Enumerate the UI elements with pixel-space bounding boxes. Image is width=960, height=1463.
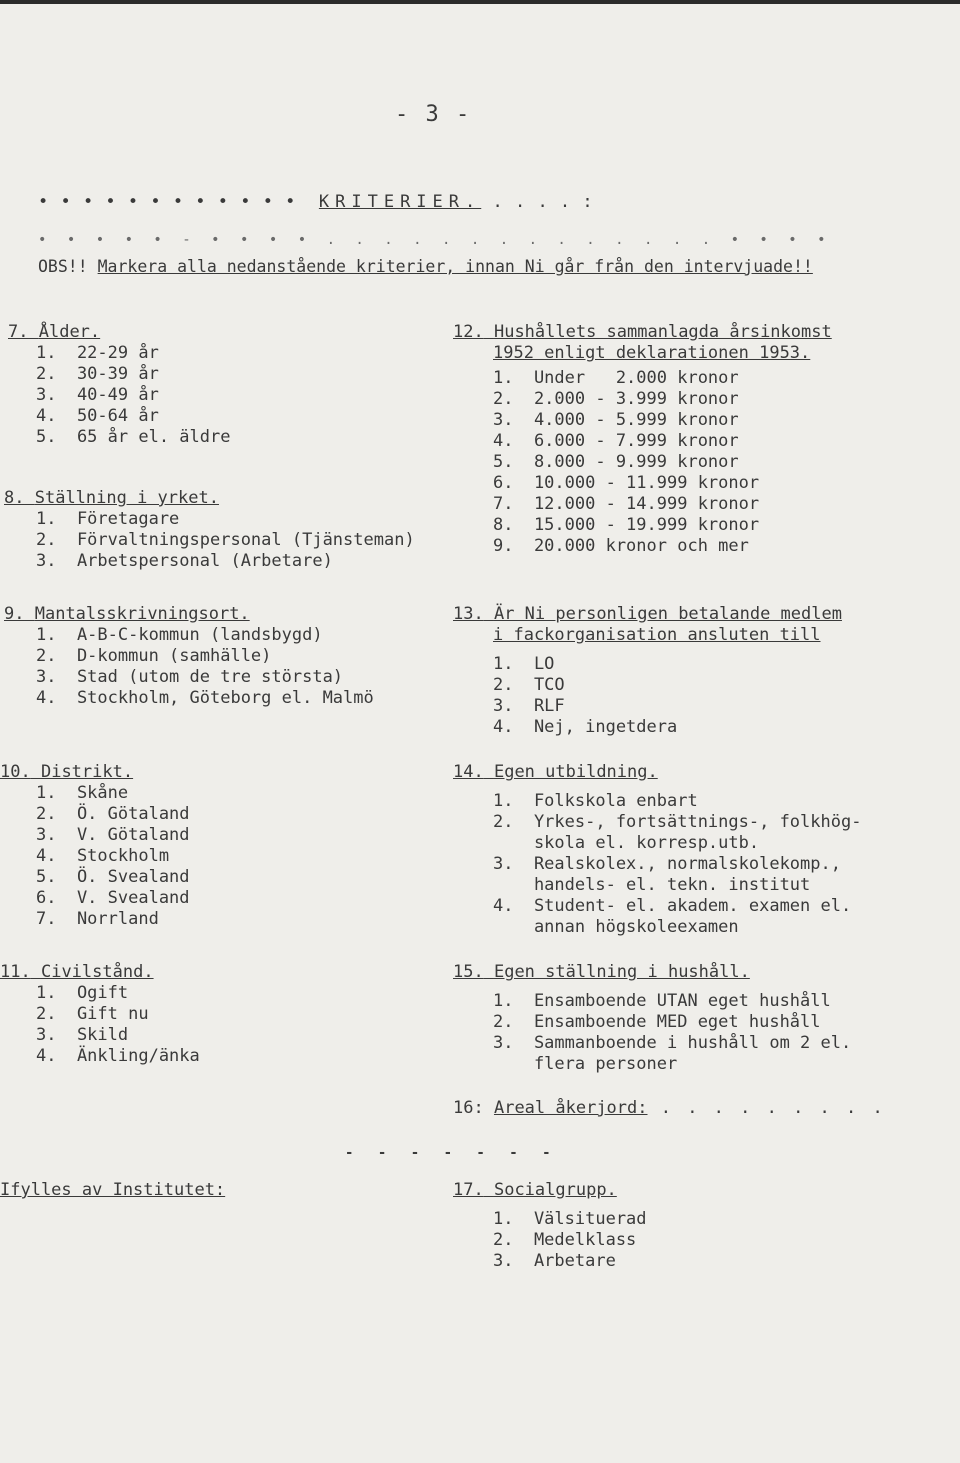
- option-9-1: 1. A-B-C-kommun (landsbygd): [36, 625, 323, 645]
- option-15-2: 2. Ensamboende MED eget hushåll: [493, 1012, 821, 1032]
- section-10-title: Distrikt.: [40, 762, 134, 782]
- option-12-9: 9. 20.000 kronor och mer: [493, 536, 749, 556]
- section-17-title: Socialgrupp.: [493, 1180, 617, 1200]
- separator-dashes: - - - - - - -: [345, 1145, 559, 1161]
- ifylles-section: [0, 1180, 225, 1201]
- section-13-title-line2: i fackorganisation ansluten till: [493, 625, 821, 645]
- option-12-4: 4. 6.000 - 7.999 kronor: [493, 431, 739, 451]
- section-14-title: Egen utbildning.: [493, 762, 658, 782]
- option-10-5: 5. Ö. Svealand: [36, 867, 190, 887]
- option-12-3: 3. 4.000 - 5.999 kronor: [493, 410, 739, 430]
- heading-dots-right: . . . . :: [492, 192, 594, 212]
- section-9-heading: [4, 604, 374, 625]
- section-9-options: [4, 625, 374, 709]
- option-14-1: 1. Folkskola enbart: [493, 791, 698, 811]
- option-15-3: 3. Sammanboende i hushåll om 2 el.: [493, 1033, 852, 1053]
- option-7-4: 4. 50-64 år: [36, 406, 159, 426]
- obs-text: Markera alla nedanstående kriterier, innan Ni går från den intervjuade!!: [97, 257, 813, 276]
- decorative-dot-row: • • • • • - • • • • . . . . . . . . . . . . . . • • • •: [38, 232, 832, 248]
- option-12-7: 7. 12.000 - 14.999 kronor: [493, 494, 760, 514]
- section-8-position: [4, 488, 415, 572]
- section-15-title: Egen ställning i hushåll.: [493, 962, 750, 982]
- section-17-options: [453, 1209, 647, 1272]
- section-8-heading: [4, 488, 415, 509]
- option-11-4: 4. Änkling/änka: [36, 1046, 200, 1066]
- section-13-title-line1: Är Ni personligen betalande medlem: [493, 604, 842, 624]
- section-15-heading: [453, 962, 851, 983]
- section-7-age: [8, 322, 230, 448]
- section-7-options: [8, 343, 230, 448]
- section-10-number: 10.: [0, 762, 31, 782]
- obs-prefix: OBS!!: [38, 257, 98, 276]
- section-16-fill-dots: . . . . . . . . .: [647, 1098, 886, 1118]
- option-11-3: 3. Skild: [36, 1025, 129, 1045]
- option-12-1: 1. Under 2.000 kronor: [493, 368, 739, 388]
- section-10-district: [0, 762, 190, 930]
- option-14-3: 3. Realskolex., normalskolekomp.,: [493, 854, 841, 874]
- ifylles-title: Ifylles av Institutet:: [0, 1180, 226, 1200]
- section-15-number: 15.: [453, 962, 484, 982]
- section-17-heading: [453, 1180, 647, 1201]
- section-7-number: 7.: [8, 322, 29, 342]
- option-9-3: 3. Stad (utom de tre största): [36, 667, 344, 687]
- option-8-1: 1. Företagare: [36, 509, 180, 529]
- option-7-5: 5. 65 år el. äldre: [36, 427, 231, 447]
- option-10-4: 4. Stockholm: [36, 846, 170, 866]
- section-13-heading-line1: [453, 604, 842, 625]
- option-13-1: 1. LO: [493, 654, 555, 674]
- heading-dots-left: • • • • • • • • • • • •: [38, 192, 297, 212]
- section-13-options: [453, 625, 842, 738]
- option-15-3-cont: flera personer: [493, 1054, 678, 1074]
- option-17-3: 3. Arbetare: [493, 1251, 616, 1271]
- section-7-heading: [8, 322, 230, 343]
- option-13-4: 4. Nej, ingetdera: [493, 717, 678, 737]
- section-14-options: [453, 791, 861, 938]
- heading-title: KRITERIER.: [318, 192, 482, 212]
- heading: [38, 192, 594, 212]
- section-12-heading-line1: [453, 322, 832, 343]
- section-10-options: [0, 783, 190, 930]
- section-9-number: 9.: [4, 604, 25, 624]
- option-10-7: 7. Norrland: [36, 909, 159, 929]
- section-12-title-line1: Hushållets sammanlagda årsinkomst: [493, 322, 832, 342]
- section-16-number: 16:: [453, 1098, 484, 1118]
- section-11-civil-status: [0, 962, 200, 1067]
- option-12-5: 5. 8.000 - 9.999 kronor: [493, 452, 739, 472]
- option-9-4: 4. Stockholm, Göteborg el. Malmö: [36, 688, 374, 708]
- option-13-3: 3. RLF: [493, 696, 565, 716]
- section-12-title-line2: 1952 enligt deklarationen 1953.: [493, 343, 811, 363]
- section-12-income: [453, 322, 832, 557]
- option-17-1: 1. Välsituerad: [493, 1209, 647, 1229]
- option-8-2: 2. Förvaltningspersonal (Tjänsteman): [36, 530, 415, 550]
- section-11-title: Civilstånd.: [40, 962, 154, 982]
- option-11-2: 2. Gift nu: [36, 1004, 149, 1024]
- section-8-number: 8.: [4, 488, 25, 508]
- option-14-2: 2. Yrkes-, fortsättnings-, folkhög-: [493, 812, 862, 832]
- section-17-social-group: [453, 1180, 647, 1272]
- section-16-arable-land: [453, 1098, 886, 1119]
- section-8-options: [4, 509, 415, 572]
- option-7-2: 2. 30-39 år: [36, 364, 159, 384]
- option-10-2: 2. Ö. Götaland: [36, 804, 190, 824]
- top-border-line: [0, 0, 960, 4]
- option-14-3-cont: handels- el. tekn. institut: [493, 875, 811, 895]
- section-13-number: 13.: [453, 604, 484, 624]
- section-12-options: [453, 343, 832, 557]
- section-16-line: [453, 1098, 886, 1118]
- option-11-1: 1. Ogift: [36, 983, 129, 1003]
- option-8-3: 3. Arbetspersonal (Arbetare): [36, 551, 333, 571]
- obs-notice: [38, 257, 813, 276]
- page-number: - 3 -: [395, 102, 472, 127]
- section-13-union: [453, 604, 842, 738]
- option-14-2-cont: skola el. korresp.utb.: [493, 833, 760, 853]
- section-12-number: 12.: [453, 322, 484, 342]
- section-11-heading: [0, 962, 200, 983]
- section-11-number: 11.: [0, 962, 31, 982]
- section-16-title: Areal åkerjord:: [493, 1098, 648, 1118]
- section-14-number: 14.: [453, 762, 484, 782]
- section-14-heading: [453, 762, 861, 783]
- section-8-title: Ställning i yrket.: [34, 488, 219, 508]
- option-12-6: 6. 10.000 - 11.999 kronor: [493, 473, 760, 493]
- section-15-options: [453, 991, 851, 1075]
- section-10-heading: [0, 762, 190, 783]
- option-15-1: 1. Ensamboende UTAN eget hushåll: [493, 991, 831, 1011]
- option-12-8: 8. 15.000 - 19.999 kronor: [493, 515, 760, 535]
- section-17-number: 17.: [453, 1180, 484, 1200]
- option-7-3: 3. 40-49 år: [36, 385, 159, 405]
- section-7-title: Ålder.: [38, 322, 101, 342]
- option-10-1: 1. Skåne: [36, 783, 129, 803]
- option-14-4: 4. Student- el. akadem. examen el.: [493, 896, 852, 916]
- section-15-household: [453, 962, 851, 1075]
- section-9-title: Mantalsskrivningsort.: [34, 604, 250, 624]
- section-14-education: [453, 762, 861, 938]
- option-10-6: 6. V. Svealand: [36, 888, 190, 908]
- option-9-2: 2. D-kommun (samhälle): [36, 646, 272, 666]
- section-11-options: [0, 983, 200, 1067]
- option-10-3: 3. V. Götaland: [36, 825, 190, 845]
- option-7-1: 1. 22-29 år: [36, 343, 159, 363]
- section-9-registration: [4, 604, 374, 709]
- option-17-2: 2. Medelklass: [493, 1230, 637, 1250]
- option-13-2: 2. TCO: [493, 675, 565, 695]
- option-12-2: 2. 2.000 - 3.999 kronor: [493, 389, 739, 409]
- option-14-4-cont: annan högskoleexamen: [493, 917, 739, 937]
